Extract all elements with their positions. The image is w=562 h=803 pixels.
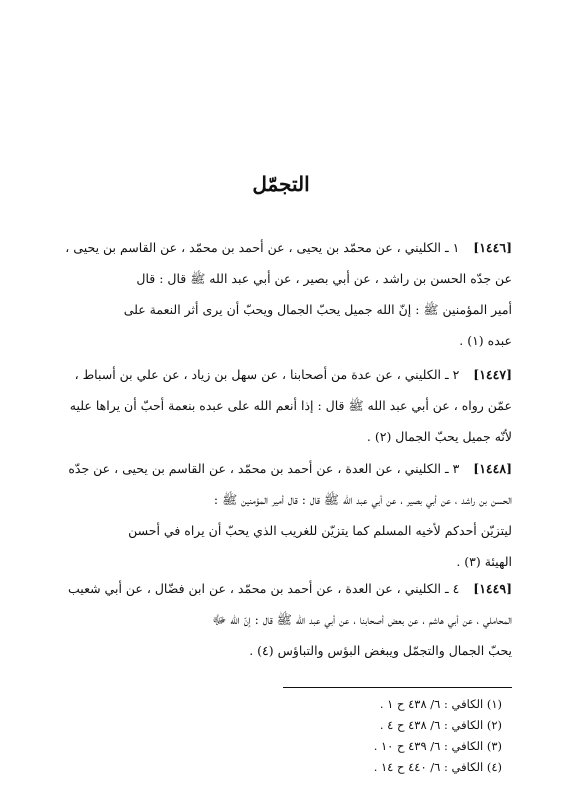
- hadith-entry: [50, 232, 512, 356]
- hadith-entry: [50, 573, 512, 666]
- footnote: (٣) الكافي : ٦/ ٤٣٩ ح ١٠ .: [373, 739, 502, 753]
- footnote: (٤) الكافي : ٦/ ٤٤٠ ح ١٤ .: [373, 760, 502, 774]
- entry-line: الهيئة (٣) .: [456, 554, 512, 569]
- hadith-entry: [50, 359, 512, 452]
- entry-line: عمّن رواه ، عن أبي عبد الله ﷺ قال : إذا أنعم الله على عبده بنعمة أحبّ أن يراها عليه: [69, 398, 512, 413]
- entry-line: أمير المؤمنين ﷺ : إنّ الله جميل يحبّ الجمال ويحبّ أن يرى أثر النعمة على: [123, 302, 512, 317]
- entry-number: [١٤٤٨]: [473, 461, 512, 476]
- entry-line: المحاملي ، عن أبي هاشم ، عن بعض أصحابنا ، عن أبي عبد الله ﷺ قال : إنّ الله ﷻ: [212, 612, 512, 627]
- entry-text: ٣ ـ الكليني ، عن العدة ، عن أحمد بن محمّد ، عن القاسم بن يحيى ، عن جدّه: [68, 461, 460, 476]
- entry-line: الحسن بن راشد ، عن أبي بصير ، عن أبي عبد الله ﷺ قال : قال أمير المؤمنين ﷺ :: [213, 492, 512, 507]
- entry-line: لأنّه جميل يحبّ الجمال (٢) .: [366, 429, 512, 444]
- entry-number: [١٤٤٧]: [473, 367, 512, 382]
- footnotes: [202, 694, 502, 778]
- entry-line: [50, 573, 512, 604]
- footnote: (٢) الكافي : ٦/ ٤٣٨ ح ٤ .: [379, 718, 502, 732]
- entry-text: ١ ـ الكليني ، عن محمّد بن يحيى ، عن أحمد بن محمّد ، عن القاسم بن يحيى ،: [65, 240, 460, 255]
- hadith-entry: [50, 453, 512, 577]
- entry-line: يحبّ الجمال والتجمّل ويبغض البؤس والتباؤس (٤) .: [249, 643, 512, 658]
- entry-line: [50, 359, 512, 390]
- entry-number: [١٤٤٦]: [473, 240, 512, 255]
- entry-number: [١٤٤٩]: [473, 581, 512, 596]
- footnote-divider: [283, 687, 512, 688]
- entry-line: عن جدّه الحسن بن راشد ، عن أبي بصير ، عن أبي عبد الله ﷺ قال : قال: [136, 271, 512, 286]
- entry-line: [50, 453, 512, 484]
- footnote: (١) الكافي : ٦/ ٤٣٨ ح ١ .: [379, 697, 502, 711]
- entry-line: ليتزيّن أحدكم لأخيه المسلم كما يتزيّن للغريب الذي يحبّ أن يراه في أحسن: [128, 523, 512, 538]
- entry-line: [50, 232, 512, 263]
- entry-line: عبده (١) .: [459, 333, 512, 348]
- entry-text: ٤ ـ الكليني ، عن العدة ، عن أحمد بن محمّد ، عن ابن فضّال ، عن أبي شعيب: [68, 581, 460, 596]
- entry-text: ٢ ـ الكليني ، عن عدة من أصحابنا ، عن سهل بن زياد ، عن علي بن أسباط ،: [74, 367, 460, 382]
- section-title: التجمّل: [252, 172, 310, 196]
